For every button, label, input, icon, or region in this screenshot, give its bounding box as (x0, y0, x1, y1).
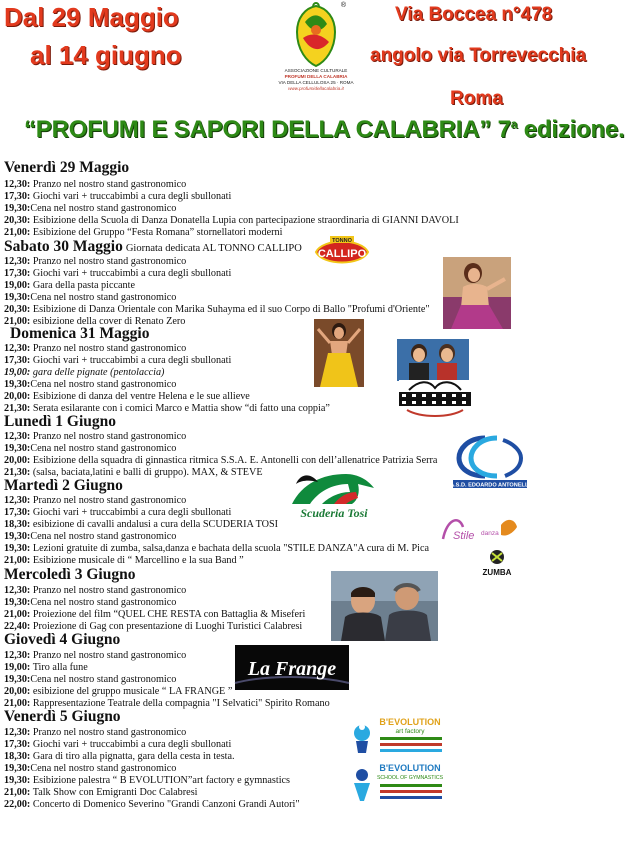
stile-danza-text: danza (481, 530, 499, 537)
schedule-row: 12,30: Pranzo nel nostro stand gastronomico (4, 179, 187, 190)
schedule-row: 20,30: Esibizione della Scuola di Danza Donatella Lupia con partecipazione straordinaria di GIANNI DAVOLI (4, 215, 459, 226)
address-line-2: angolo via Torrevecchia (370, 45, 587, 66)
schedule-row: 18,30: esibizione di cavalli andalusi a cura della SCUDERIA TOSI (4, 519, 279, 530)
dates-line-1: Dal 29 Maggio (4, 2, 179, 32)
bevolution-art-factory-logo (350, 713, 450, 759)
zumba-text: ZUMBA (482, 568, 512, 577)
schedule-row: 17,30: Giochi vari + truccabimbi a cura degli sbullonati (4, 507, 232, 518)
schedule-row: 21,30: Serata esilarante con i comici Marco e Mattia show “di fatto una coppia” (4, 403, 330, 414)
day-heading: Giovedì 4 Giugno (4, 631, 121, 648)
event-title (24, 116, 625, 144)
registered-mark: ® (340, 2, 346, 9)
schedule-row: 12,30: Pranzo nel nostro stand gastronomico (4, 495, 187, 506)
logo-url: www.profumidellacalabria.it (288, 86, 344, 91)
schedule-row: 19,30:Cena nel nostro stand gastronomico (4, 443, 177, 454)
title-main: “PROFUMI E SAPORI DELLA CALABRIA” 7 (24, 116, 511, 143)
schedule-row: 20,00: esibizione del gruppo musicale “ LA FRANGE ” (4, 686, 233, 697)
pepper-logo-icon (291, 2, 341, 68)
title-sup: a (510, 117, 518, 131)
schedule-row: 12,30: Pranzo nel nostro stand gastronomico (4, 585, 187, 596)
schedule-row: 20,00: Esibizione di danza del ventre Helena e le sue allieve (4, 391, 250, 402)
logo-line-1: ASSOCIAZIONE CULTURALE (284, 68, 348, 73)
schedule-row: 21,00: Esibizione musicale di “ Marcellino e la sua Band ” (4, 555, 244, 566)
dancer-yellow-photo (314, 319, 364, 387)
antonelli-logo (445, 432, 535, 490)
bevo-sub-1: art factory (395, 728, 425, 735)
day-heading: Venerdì 29 Maggio (4, 159, 130, 176)
scuderia-text: Scuderia Tosi (300, 506, 368, 520)
schedule-row: 17,30: Giochi vari + truccabimbi a cura degli sbullonati (4, 191, 232, 202)
dates-line-2: al 14 giugno (30, 40, 182, 70)
day-heading: Martedì 2 Giugno (4, 477, 123, 494)
schedule-row: 12,30: Pranzo nel nostro stand gastronomico (4, 256, 187, 267)
day-heading: Sabato 30 Maggio Giornata dedicata AL TONNO CALLIPO (4, 238, 302, 255)
day-heading: Domenica 31 Maggio (10, 325, 150, 342)
schedule-row: 19,00: Gara della pasta piccante (4, 280, 135, 291)
la-frange-logo (235, 645, 349, 690)
association-logo (278, 2, 354, 110)
scuderia-tosi-logo (288, 470, 380, 522)
bevolution-gymnastics-logo (350, 759, 450, 805)
schedule-row: 20,00: Esibizione della squadra di ginnastica ritmica S.S.A. E. Antonelli con dell’allenatrice Patrizia Serra (4, 455, 438, 466)
schedule-row: 21,00: esibizione della cover di Renato Zero (4, 316, 186, 327)
schedule-row: 12,30: Pranzo nel nostro stand gastronomico (4, 727, 187, 738)
day-heading: Mercoledì 3 Giugno (4, 566, 136, 583)
schedule-row: 18,30: Gara di tiro alla pignatta, gara della cesta in testa. (4, 751, 235, 762)
schedule-row: 12,30: Pranzo nel nostro stand gastronomico (4, 431, 187, 442)
day-note: Giornata dedicata AL TONNO CALLIPO (125, 243, 302, 254)
schedule-row: 12,30: Pranzo nel nostro stand gastronomico (4, 343, 187, 354)
schedule-row: 19,00: gara delle pignate (pentolaccia) (4, 367, 165, 378)
schedule-row: 17,30: Giochi vari + truccabimbi a cura degli sbullonati (4, 355, 232, 366)
schedule-row: 19,30: Lezioni gratuite di zumba, salsa,danza e bachata della scuola "STILE DANZA"A cura di M. Pica (4, 543, 430, 554)
schedule-row: 17,30: Giochi vari + truccabimbi a cura degli sbullonati (4, 739, 232, 750)
schedule-row: 20,30: Esibizione di Danza Orientale con Marika Suhayma ed il suo Corpo di Ballo "Profumi d'Oriente" (4, 304, 430, 315)
comedians-photo (397, 339, 469, 381)
schedule-row: 21,00: Rappresentazione Teatrale della compagnia "I Selvatici" Spirito Romano (4, 698, 330, 709)
title-rest: edizione. (517, 116, 625, 143)
bevo-brand-1: B'EVOLUTION (379, 717, 441, 727)
address-line-3: Roma (450, 88, 503, 109)
bevo-sub-2: SCHOOL OF GYMNASTICS (376, 775, 444, 781)
stile-text: Stile (453, 530, 475, 542)
stile-danza-logo (437, 509, 527, 581)
schedule-row: 22,00: Concerto di Domenico Severino "Grandi Canzoni Grandi Autori" (4, 799, 300, 810)
day-heading: Lunedì 1 Giugno (4, 413, 116, 430)
film-strip-graphic (399, 380, 471, 418)
la-frange-text: La Frange (247, 658, 337, 680)
schedule-row: 19,30:Cena nel nostro stand gastronomico (4, 674, 177, 685)
antonelli-caption: A.S.D. EDOARDO ANTONELLI (450, 482, 530, 489)
logo-line-2: PROFUMI DELLA CALABRIA (284, 74, 348, 79)
schedule-row: 19,30:Cena nel nostro stand gastronomico (4, 597, 177, 608)
schedule-row: 21,00: Talk Show con Emigranti Doc Calabresi (4, 787, 198, 798)
address-line-1: Via Boccea n°478 (395, 4, 553, 25)
callipo-logo (313, 232, 371, 268)
film-quel-che-resta-photo (331, 571, 438, 641)
schedule-row: 21,30: (salsa, baciata,latini e balli di gruppo). MAX, & STEVE (4, 467, 263, 478)
callipo-small-text: TONNO (332, 238, 352, 244)
schedule-row: 19,30:Cena nel nostro stand gastronomico (4, 763, 177, 774)
day-heading: Venerdì 5 Giugno (4, 708, 121, 725)
belly-dancer-photo (443, 257, 511, 329)
schedule-row: 19,30:Cena nel nostro stand gastronomico (4, 531, 177, 542)
schedule-row: 19,30:Cena nel nostro stand gastronomico (4, 292, 177, 303)
bevo-brand-2: B'EVOLUTION (379, 763, 441, 773)
schedule-row: 19,00: Tiro alla fune (4, 662, 88, 673)
callipo-big-text: CALLIPO (317, 248, 367, 260)
schedule-row: 17,30: Giochi vari + truccabimbi a cura degli sbullonati (4, 268, 232, 279)
schedule-row: 19,30: Esibizione palestra “ B EVOLUTION”art factory e gymnastics (4, 775, 291, 786)
schedule-row: 19,30:Cena nel nostro stand gastronomico (4, 379, 177, 390)
schedule-row: 21,00: Esibizione del Gruppo “Festa Romana” stornellatori moderni (4, 227, 283, 238)
schedule-row: 19,30:Cena nel nostro stand gastronomico (4, 203, 177, 214)
logo-line-3: VIA DELLA CELLULOSA 25 · ROMA (278, 80, 354, 85)
schedule-row: 22,40: Proiezione di Gag con presentazione di Luoghi Turistici Calabresi (4, 621, 303, 632)
schedule-row: 12,30: Pranzo nel nostro stand gastronomico (4, 650, 187, 661)
schedule-row: 21,00: Proiezione del film “QUEL CHE RESTA con Battaglia & Miseferi (4, 609, 306, 620)
